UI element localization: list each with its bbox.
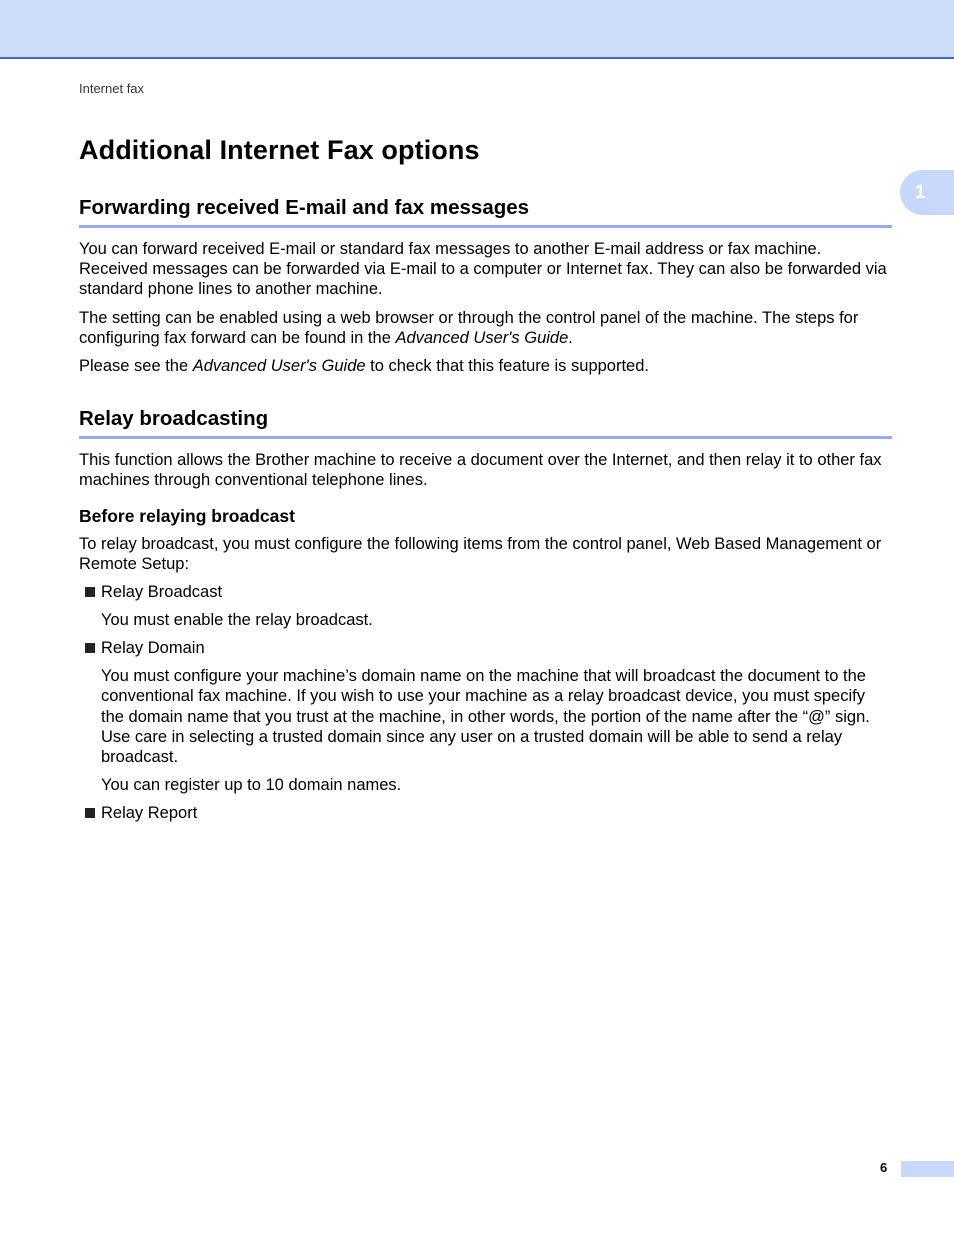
list-item-detail: You must configure your machine’s domain name on the machine that will broadcast the document to the conventional fax machine. If you wish to use your machine as a relay broadcast device, you must specify the domain name that you trust at the machine, in other words, the portion of the name after the “@” sign. Use care in selecting a trusted domain since any user on a trusted domain will be able to send a relay broadcast. (101, 667, 870, 767)
list-item-detail: You must enable the relay broadcast. (101, 611, 373, 630)
page-number: 6 (880, 1160, 888, 1175)
page-number-bar (901, 1161, 954, 1177)
forwarding-paragraph-3: Please see the Advanced User's Guide to check that this feature is supported. (79, 357, 649, 376)
chapter-tab (900, 170, 954, 215)
section-heading-forwarding: Forwarding received E-mail and fax messages (79, 195, 892, 228)
section-heading-relay: Relay broadcasting (79, 406, 892, 439)
guide-reference: Advanced User's Guide (192, 357, 366, 376)
bullet-square-icon (85, 587, 95, 597)
forwarding-paragraph-1: You can forward received E-mail or standard fax messages to another E-mail address or fax machine. Received messages can be forwarded via E-mail to a computer or Internet fax. They can also be forwarded via standard phone lines to another machine. (79, 240, 887, 299)
relay-paragraph-1: This function allows the Brother machine to receive a document over the Internet, and then relay it to other fax machines through conventional telephone lines. (79, 451, 882, 490)
list-item-relay-broadcast: Relay Broadcast (79, 582, 892, 602)
page-title: Additional Internet Fax options (79, 135, 480, 165)
running-header: Internet fax (79, 81, 145, 96)
page-content (79, 130, 892, 823)
subsection-heading: Before relaying broadcast (79, 505, 295, 526)
list-item-relay-report: Relay Report (79, 803, 892, 823)
guide-reference: Advanced User's Guide (395, 328, 569, 347)
chapter-number: 1 (915, 181, 926, 203)
bullet-square-icon (85, 808, 95, 818)
relay-intro: To relay broadcast, you must configure the following items from the control panel, Web Based Management or Remote Setup: (79, 534, 882, 573)
header-band (0, 0, 954, 59)
list-item-relay-domain: Relay Domain (79, 638, 892, 658)
bullet-square-icon (85, 643, 95, 653)
forwarding-paragraph-2: The setting can be enabled using a web browser or through the control panel of the machine. The steps for configuring fax forward can be found in the Advanced User's Guide. (79, 308, 859, 347)
list-item-detail: You can register up to 10 domain names. (101, 776, 402, 795)
